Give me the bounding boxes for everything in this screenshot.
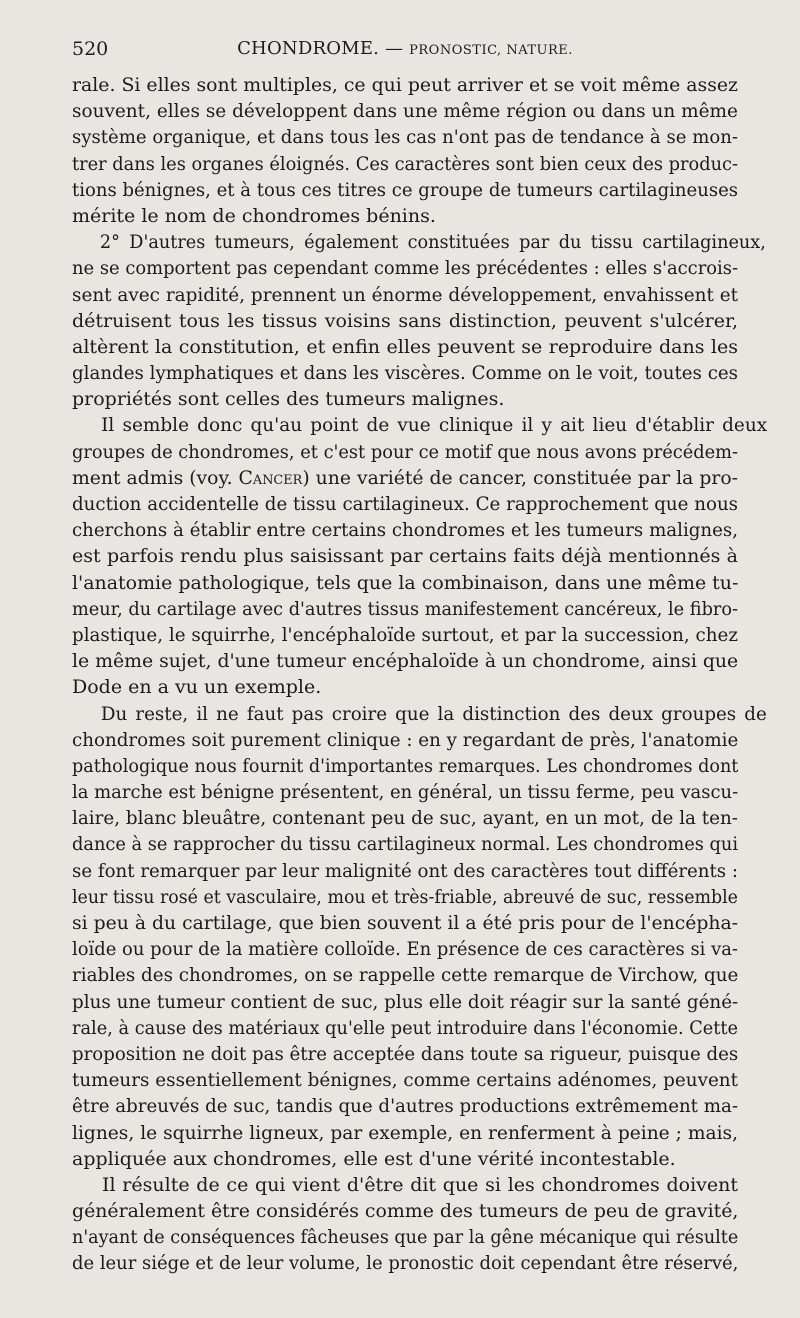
section-subtitle: PRONOSTIC, NATURE. bbox=[409, 43, 573, 58]
text-line: Du reste, il ne faut pas croire que la distinction des deux groupes de bbox=[100, 702, 767, 725]
text-line: la marche est bénigne présentent, en général, un tissu ferme, peu vascu- bbox=[72, 781, 739, 804]
text-line: groupes de chondromes, et c'est pour ce motif que nous avons précédem- bbox=[72, 440, 739, 463]
text-line: Dode en a vu un exemple. bbox=[72, 676, 322, 699]
text-line: rale. Si elles sont multiples, ce qui peut arriver et se voit même assez bbox=[72, 74, 738, 96]
paragraph bbox=[72, 72, 738, 229]
chapter-title: CHONDROME. bbox=[237, 38, 380, 59]
text-line: être abreuvés de suc, tandis que d'autres productions extrêmement ma- bbox=[72, 1095, 739, 1118]
text-line: cherchons à établir entre certains chondromes et les tumeurs malignes, bbox=[72, 519, 739, 542]
text-line: propriétés sont celles des tumeurs malignes. bbox=[72, 388, 505, 411]
text-line: proposition ne doit pas être acceptée dans toute sa rigueur, puisque des bbox=[72, 1042, 739, 1065]
text-line: ment admis (voy. Cancer) une variété de cancer, constituée par la pro- bbox=[72, 466, 738, 489]
text-line: leur tissu rosé et vasculaire, mou et très-friable, abreuvé de suc, ressemble bbox=[72, 885, 738, 908]
text-line: Il résulte de ce qui vient d'être dit que si les chondromes doivent bbox=[102, 1173, 738, 1196]
text-line: ne se comportent pas cependant comme les précédentes : elles s'accrois- bbox=[72, 257, 738, 280]
text-line: est parfois rendu plus saisissant par certains faits déjà mentionnés à bbox=[72, 545, 738, 568]
body-text bbox=[72, 72, 768, 1277]
text-line: de leur siége et de leur volume, le pronostic doit cependant être réservé, bbox=[72, 1252, 739, 1275]
paragraph bbox=[72, 1172, 738, 1277]
text-line: lignes, le squirrhe ligneux, par exemple, en renferment à peine ; mais, bbox=[72, 1121, 738, 1144]
text-line: système organique, et dans tous les cas n'ont pas de tendance à se mon- bbox=[72, 126, 738, 149]
title-dash: — bbox=[379, 38, 410, 59]
text-line: duction accidentelle de tissu cartilagineux. Ce rapprochement que nous bbox=[72, 493, 739, 515]
text-line: trer dans les organes éloignés. Ces caractères sont bien ceux des produc- bbox=[72, 152, 739, 175]
text-line: chondromes soit purement clinique : en y regardant de près, l'anatomie bbox=[72, 728, 739, 751]
paragraph bbox=[72, 412, 768, 700]
text-line: Il semble donc qu'au point de vue clinique il y ait lieu d'établir deux bbox=[101, 414, 768, 437]
text-line: tions bénignes, et à tous ces titres ce groupe de tumeurs cartilagineuses bbox=[72, 178, 738, 201]
text-line: plastique, le squirrhe, l'encéphaloïde surtout, et par la succession, chez bbox=[72, 623, 738, 646]
text-line: altèrent la constitution, et enfin elles peuvent se reproduire dans les bbox=[72, 335, 738, 358]
running-title bbox=[72, 38, 738, 59]
text-line: loïde ou pour de la matière colloïde. En présence de ces caractères si va- bbox=[72, 938, 738, 961]
text-line: appliquée aux chondromes, elle est d'une vérité incontestable. bbox=[72, 1147, 676, 1170]
text-line: plus une tumeur contient de suc, plus elle doit réagir sur la santé géné- bbox=[72, 990, 739, 1013]
text-line: souvent, elles se développent dans une même région ou dans un même bbox=[72, 100, 738, 123]
text-line: riables des chondromes, on se rappelle cette remarque de Virchow, que bbox=[72, 964, 739, 987]
text-line: si peu à du cartilage, que bien souvent il a été pris pour de l'encépha- bbox=[72, 912, 738, 934]
running-header bbox=[72, 38, 738, 68]
paragraph bbox=[72, 701, 767, 1172]
text-line: rale, à cause des matériaux qu'elle peut introduire dans l'économie. Cette bbox=[72, 1016, 739, 1039]
text-line: l'anatomie pathologique, tels que la combinaison, dans une même tu- bbox=[72, 571, 739, 594]
cross-reference: Cancer bbox=[238, 466, 303, 489]
text-line: détruisent tous les tissus voisins sans distinction, peuvent s'ulcérer, bbox=[72, 309, 738, 332]
text-line: se font remarquer par leur malignité ont des caractères tout différents : bbox=[72, 859, 739, 882]
text-line: sent avec rapidité, prennent un énorme développement, envahissent et bbox=[72, 283, 738, 306]
text-line: 2° D'autres tumeurs, également constituées par du tissu cartilagineux, bbox=[99, 231, 766, 254]
text-line: généralement être considérés comme des tumeurs de peu de gravité, bbox=[72, 1200, 739, 1223]
text-line: mérite le nom de chondromes bénins. bbox=[72, 204, 436, 227]
page-number: 520 bbox=[72, 38, 109, 60]
text-line: pathologique nous fournit d'importantes remarques. Les chondromes dont bbox=[72, 754, 739, 777]
text-line: n'ayant de conséquences fâcheuses que par la gêne mécanique qui résulte bbox=[72, 1226, 739, 1249]
paragraph bbox=[72, 229, 766, 412]
text-line: meur, du cartilage avec d'autres tissus manifestement cancéreux, le fibro- bbox=[72, 597, 739, 620]
text-line: le même sujet, d'une tumeur encéphaloïde à un chondrome, ainsi que bbox=[72, 650, 739, 673]
text-line: glandes lymphatiques et dans les viscères. Comme on le voit, toutes ces bbox=[72, 362, 739, 385]
text-line: tumeurs essentiellement bénignes, comme certains adénomes, peuvent bbox=[72, 1069, 738, 1092]
text-line: laire, blanc bleuâtre, contenant peu de suc, ayant, en un mot, de la ten- bbox=[72, 807, 738, 830]
text-line: dance à se rapprocher du tissu cartilagineux normal. Les chondromes qui bbox=[72, 833, 739, 856]
